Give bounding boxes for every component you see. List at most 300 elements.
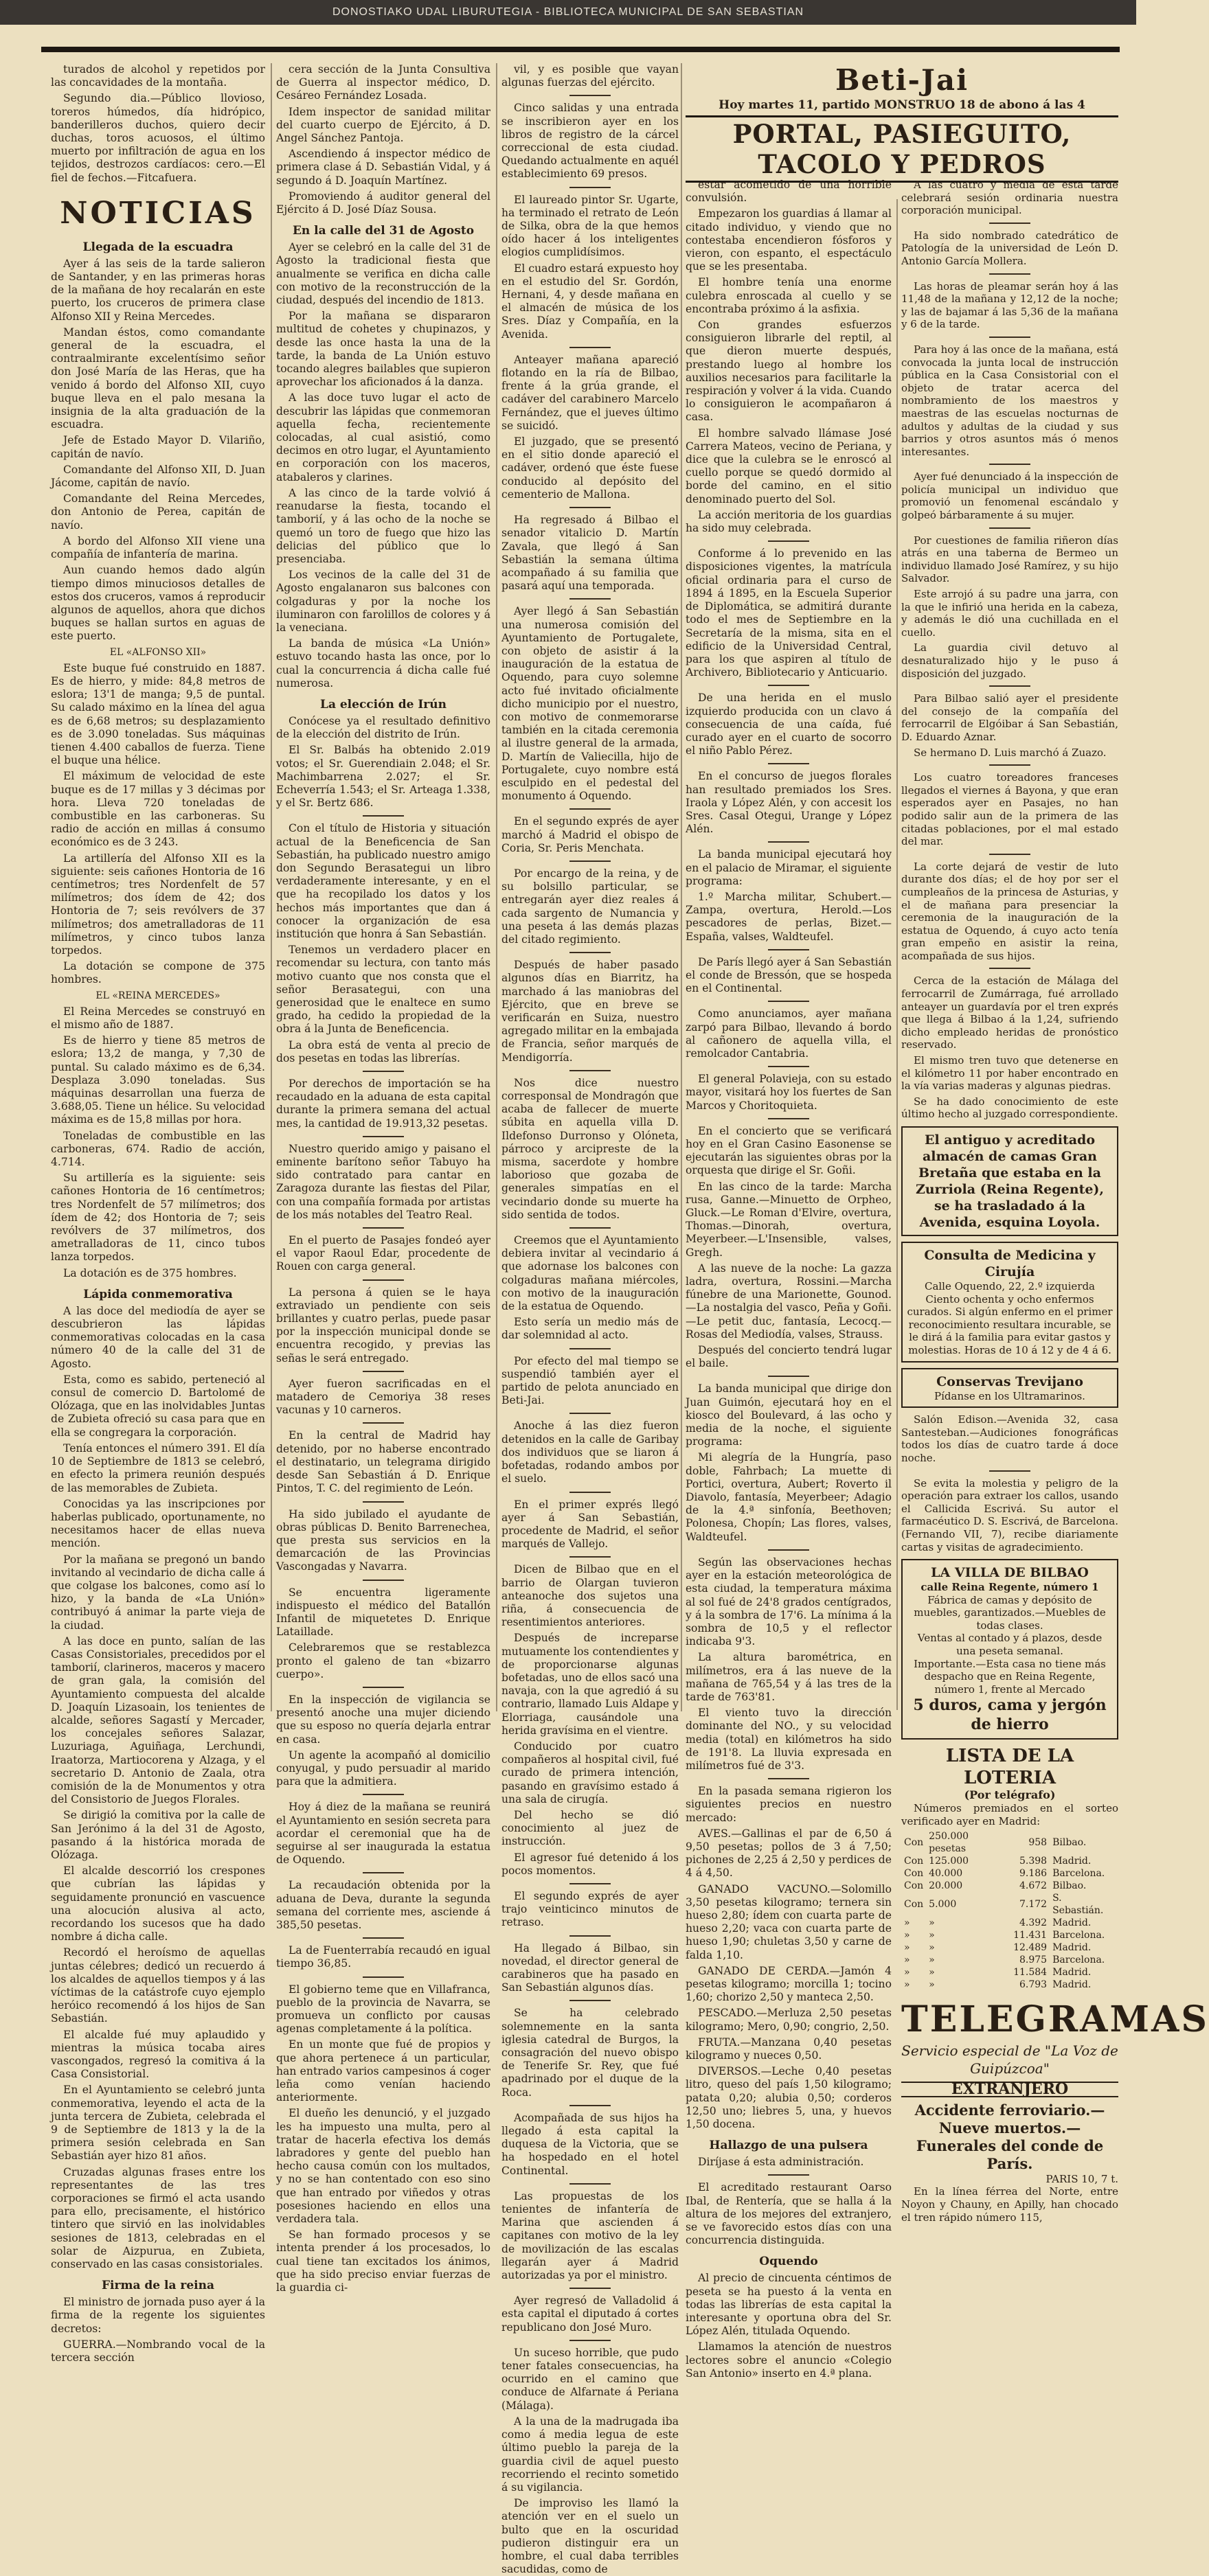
paragraph: Según las observaciones hechas ayer en la estación meteorológica de esta ciudad, la temperatura máxima al sol fué de 24'8 grados centígrados, y á la sombra de 17'6. La mínima á la sombra de 10,5 y el reflector indicaba 9'3. [686, 1555, 892, 1648]
ad-heading: Conservas Trevijano [936, 1374, 1083, 1389]
paragraph: Cruzadas algunas frases entre los representantes de las tres corporaciones se firmó el acta usando para ello, precisamente, el histórico tintero que sirvió en las inolvidables sesiones de 1813, celebradas en el solar de Aizpurua, en Zubieta, conservado en las casas consistoriales. [51, 2165, 265, 2271]
paragraph: turados de alcohol y repetidos por las concavidades de la montaña. [51, 63, 265, 89]
divider [768, 841, 809, 843]
article-title: Oquendo [759, 2255, 818, 2269]
paragraph: El dueño les denunció, y el juzgado les ha impuesto una multa, pero al tratar de hacerla efectiva los demás labradores y gente del pueblo han hecho causa común con los multados, y no se han contentado con eso sino que han entrado por viñedos y otras posesiones haciendo en ellos una verdadera tala. [276, 2107, 490, 2226]
column-2 [276, 63, 490, 2294]
paragraph: Celebraremos que se restablezca pronto el galeno de tan «bizarro cuerpo». [276, 1641, 490, 1680]
lottery-cell-pre: Con [904, 1899, 924, 1911]
paragraph: Toneladas de combustible en las carboneras, 674. Radio de acción, 4.714. [51, 1129, 265, 1169]
divider [569, 1883, 611, 1884]
paragraph: Las propuestas de los tenientes de infantería de Marina que ascienden á capitanes con motivo de la ley de movilización de las escalas llegarán ayer á Madrid autorizadas ya por el ministro. [501, 2189, 679, 2282]
paragraph: Cerca de la estación de Málaga del ferrocarril de Zumárraga, fué arrollado anteayer un guardavía por el tren exprés que llega á Bilbao á la 1,24, sufriendo dicho empleado heridas de pronóstico reservado. [901, 974, 1118, 1051]
paragraph: Idem inspector de sanidad militar del cuarto cuerpo de Ejército, á D. Angel Sánchez Pantoja. [276, 105, 490, 145]
paragraph: Este buque fué construido en 1887. Es de hierro, y mide: 84,8 metros de eslora; 13'1 de manga; 9,5 de puntal. Su calado máximo en la línea del agua es de 6,68 metros; su desplazamiento es de 3.090 toneladas. Sus máquinas tienen 4.400 caballos de fuerza. Tiene el buque una hélice. [51, 661, 265, 767]
library-banner: DONOSTIAKO UDAL LIBURUTEGIA - BIBLIOTECA MUNICIPAL DE SAN SEBASTIAN [0, 0, 1136, 25]
paragraph: Este arrojó á su padre una jarra, con la que le infirió una herida en la cabeza, y además le dió una cuchillada en el cuello. [901, 588, 1118, 639]
ad-text: Importante.—Esta casa no tiene más despacho que en Reina Regente, número 1, frente al Mercado [914, 1657, 1106, 1696]
divider [768, 685, 809, 686]
paragraph: El segundo exprés de ayer trajo veinticinco minutos de retraso. [501, 1889, 679, 1929]
paragraph: Comandante del Alfonso XII, D. Juan Jácome, capitán de navío. [51, 463, 265, 490]
divider [569, 1556, 611, 1558]
paragraph: Por efecto del mal tiempo se suspendió también ayer el partido de pelota anunciado en Beti-Jai. [501, 1354, 679, 1407]
divider [989, 527, 1030, 529]
column-1 [51, 63, 265, 2364]
paragraph: El gobierno teme que en Villafranca, pueblo de la provincia de Navarra, se promueva un conflicto por causas agenas completamente á la política. [276, 1983, 490, 2036]
paragraph: Con el título de Historia y situación actual de la Beneficencia de San Sebastián, ha publicado nuestro amigo don Segundo Berasategui un libro verdaderamente interesante, y en el que ha recopilado los datos y los hechos más importantes que dan á conocer la organización de esa institución que honra á San Sebastián. [276, 822, 490, 940]
divider [363, 1937, 404, 1939]
column-3 [501, 63, 679, 2576]
paragraph: Hoy á diez de la mañana se reunirá el Ayuntamiento en sesión secreta para acordar el ceremonial que ha de seguirse al ser inaugurada la estatua de Oquendo. [276, 1801, 490, 1867]
paragraph: En el concierto que se verificará hoy en el Gran Casino Easonense se ejecutarán las siguientes obras por la orquesta que dirige el Sr. Goñi. [686, 1124, 892, 1177]
article-title: La elección de Irún [319, 697, 447, 711]
divider [768, 1118, 809, 1119]
lottery-cell-num: 12.489 [1013, 1942, 1048, 1954]
divider [363, 815, 404, 817]
divider [569, 1492, 611, 1493]
paragraph: El alcalde fué muy aplaudido y mientras la música tocaba aires vascongados, regresó la comitiva á la Casa Consistorial. [51, 2028, 265, 2081]
paragraph: Tenía entonces el número 391. El día 10 de Septiembre de 1813 se celebró, en efecto la primera reunión después de las memorables de Zubieta. [51, 1441, 265, 1494]
paragraph: Por la mañana se dispararon multitud de cohetes y chupinazos, y desde las once hasta la una de la tarde, la banda de La Unión estuvo tocando alegres bailables que supieron aprovechar los aficionados á la danza. [276, 310, 490, 389]
paragraph: La altura barométrica, en milímetros, era á las nueve de la mañana de 765,54 y á las tres de la tarde de 763'81. [686, 1651, 892, 1703]
column-separator [681, 63, 682, 1711]
lottery-cell-place: Barcelona. [1052, 1930, 1105, 1941]
ad-text: Ventas al contado y á plazos, desde una peseta semanal. [917, 1632, 1103, 1658]
paragraph: Por derechos de importación se ha recaudado en la aduana de esta capital durante la primera semana del actual mes, la cantidad de 19.913,32 pesetas. [276, 1078, 490, 1130]
lottery-row [901, 1979, 1118, 1991]
lottery-cell-pre: » [904, 1917, 910, 1929]
ad-conservas-trevijano [901, 1368, 1118, 1409]
paragraph: La dotación se compone de 375 hombres. [51, 960, 265, 986]
paragraph: En el primer exprés llegó ayer á San Sebastián, procedente de Madrid, el señor marqués de Vallejo. [501, 1498, 679, 1551]
paragraph: 1.º Marcha militar, Schubert.—Zampa, overtura, Herold.—Los pescadores de perlas, Bizet.—España, valses, Waldteufel. [686, 890, 892, 943]
paragraph: En el puerto de Pasajes fondeó ayer el vapor Raoul Edar, procedente de Rouen con carga general. [276, 1234, 490, 1273]
paragraph: Su artillería es la siguiente: seis cañones Hontoria de 16 centímetros; tres Nordenfelt de 57 milímetros; dos ídem de 42; dos Hontoria de 7; seis revólvers de 37 milímetros, dos ametralladoras de 11, cinco tubos lanza torpedos. [51, 1172, 265, 1264]
divider [569, 2000, 611, 2001]
paragraph: En un monte que fué de propios y que ahora pertenece á un particular, han entrado varios campesinos á coger leña como venían haciendo anteriormente. [276, 2038, 490, 2104]
divider [989, 764, 1030, 766]
divider [768, 540, 809, 542]
lottery-cell-num: 7.172 [1019, 1899, 1048, 1911]
paragraph: De improviso les llamó la atención ver en el suelo un bulto que en la oscuridad pudieron distinguir era un hombre, el cual daba terribles sacudidas, como de [501, 2497, 679, 2576]
paragraph: La obra está de venta al precio de dos pesetas en todas las librerías. [276, 1038, 490, 1064]
paragraph: Como anunciamos, ayer mañana zarpó para Bilbao, llevando á bordo al cañonero de aquella villa, el remolcador Cantabria. [686, 1007, 892, 1060]
beti-jai-date: Hoy martes 11, partido MONSTRUO 18 de abono á las 4 [719, 98, 1085, 112]
divider [989, 685, 1030, 687]
paragraph: Anteayer mañana apareció flotando en la ría de Bilbao, frente á la grúa grande, el cadáver del carabinero Marcelo Fernández, que el jueves último se suicidó. [501, 353, 679, 432]
lottery-cell-pre: » [904, 1979, 910, 1991]
paragraph: A las doce del mediodía de ayer se descubrieron las lápidas conmemorativas colocadas en la casa número 40 de la calle del 31 de Agosto. [51, 1304, 265, 1370]
paragraph: Después del concierto tendrá lugar el baile. [686, 1344, 892, 1370]
paragraph: El alcalde descorrió los crespones que cubrían las lápidas y seguidamente pronunció en vascuence una alocución alusiva al acto, recordando los sucesos que ha dado nombre á dicha calle. [51, 1865, 265, 1944]
divider [569, 808, 611, 810]
paragraph: El laureado pintor Sr. Ugarte, ha terminado el retrato de León de Silka, obra de la que hemos oído hacer á los inteligentes elogios cumplidísimos. [501, 193, 679, 259]
divider [569, 1935, 611, 1937]
paragraph: La banda municipal ejecutará hoy en el palacio de Miramar, el siguiente programa: [686, 848, 892, 887]
lottery-row [901, 1880, 1118, 1892]
ad-text: Pídanse en los Ultramarinos. [934, 1389, 1085, 1402]
paragraph: La corte dejará de vestir de luto durante dos días; el de hoy por ser el cumpleaños de la princesa de Asturias, y el de mañana para presenciar la ceremonia de la inauguración de la estatua de Oquendo, á cuyo acto tenía gran empeño en asistir la reina, acompañada de sus hijos. [901, 860, 1118, 962]
lottery-cell-pre: » [904, 1967, 910, 1979]
paragraph: Tenemos un verdadero placer en recomendar su lectura, con tanto más motivo cuanto que nos consta que el señor Berasategui, con una generosidad que le enaltece en sumo grado, ha cedido la propiedad de la obra á la Junta de Beneficencia. [276, 944, 490, 1036]
lottery-cell-place: Bilbao. [1052, 1837, 1087, 1849]
ad-text: Fábrica de camas y depósito de muebles, garantizados.—Muebles de todas clases. [914, 1593, 1106, 1632]
paragraph: Nuestro querido amigo y paisano el eminente barítono señor Tabuyo ha sido contratado para cantar en Zaragoza durante las fiestas del Pilar, con una compañía formada por artistas de los más notables del Teatro Real. [276, 1142, 490, 1221]
paragraph: La guardia civil detuvo al desnaturalizado hijo y le puso á disposición del juzgado. [901, 641, 1118, 680]
paragraph: En las cinco de la tarde: Marcha rusa, Ganne.—Minuetto de Orpheo, Gluck.—Le Roman d'Elvire, overtura, Thomas.—Dinorah, overtura, Meyerbeer.—L'Insensible, valses, Gregh. [686, 1180, 892, 1259]
paragraph: GANADO DE CERDA.—Jamón 4 pesetas kilogramo; morcilla 1; tocino 1,60; chorizo 2,50 y manteca 2,50. [686, 1964, 892, 2004]
paragraph: Por cuestiones de familia riñeron días atrás en una taberna de Bermeo un individuo llamado José Ramírez, y su hijo Salvador. [901, 534, 1118, 585]
paragraph: Para Bilbao salió ayer el presidente del consejo de la compañía del ferrocarril de Elgóibar á San Sebastián, D. Eduardo Aznar. [901, 692, 1118, 743]
divider [363, 1136, 404, 1137]
paragraph: Cinco salidas y una entrada se inscribieron ayer en los libros de registro de la cárcel correccional de esta ciudad. Quedando actualmente en aquél establecimiento 69 presos. [501, 102, 679, 181]
beti-jai-title: Beti-Jai [835, 63, 969, 97]
news-headline: Accidente ferroviario.— Nueve muertos.—Funerales del conde de París. [914, 2101, 1105, 2172]
divider [768, 763, 809, 764]
divider [569, 187, 611, 188]
paragraph: Se ha celebrado solemnemente en la santa iglesia catedral de Burgos, la consagración del nuevo obispo de Tenerife Sr. Rey, que fué apadrinado por el duque de la Roca. [501, 2007, 679, 2099]
divider [363, 1279, 404, 1281]
article-title: Hallazgo de una pulsera [709, 2139, 868, 2153]
paragraph: La de Fuenterrabía recaudó en igual tiempo 36,85. [276, 1944, 490, 1970]
paragraph: Dicen de Bilbao que en el barrio de Olargan tuvieron anteanoche dos sujetos una riña, á consecuencia de resentimientos anteriores. [501, 1563, 679, 1629]
ad-text: El antiguo y acreditado almacén de camas Gran Bretaña que estaba en la Zurriola (Reina Regente), se ha trasladado á la Avenida, esquina Loyola. [915, 1132, 1105, 1230]
paragraph: La banda municipal que dirige don Juan Guimón, ejecutará hoy en el kiosco del Boulevard, á las ocho y media de la noche, el siguiente programa: [686, 1382, 892, 1448]
paragraph: De París llegó ayer á San Sebastián el conde de Bressón, que se hospeda en el Continental. [686, 955, 892, 995]
divider [989, 968, 1030, 969]
paragraph: Después de haber pasado algunos días en Biarritz, ha marchado á las maniobras del Ejército, que en breve se verificarán en Suiza, nuestro agregado militar en la embajada de Francia, señor marqués de Mendigorría. [501, 959, 679, 1064]
lottery-cell-num: 9.186 [1019, 1868, 1048, 1880]
divider [768, 1376, 809, 1377]
divider [569, 347, 611, 348]
divider [363, 1687, 404, 1688]
paragraph: El Sr. Balbás ha obtenido 2.019 votos; el Sr. Guerendiain 2.048; el Sr. Machimbarrena 2.027; el Sr. Echeverría 1.543; el Sr. Arteaga 1.338, y el Sr. Bertz 686. [276, 744, 490, 810]
lottery-cell-place: Madrid. [1052, 1979, 1092, 1991]
lottery-cell-amount: » [929, 1942, 935, 1954]
ad-text: Ciento ochenta y ocho enfermos curados. Si algún enfermo en el primer reconocimiento resultara incurable, se le dirá á la familia para evitar gastos y molestias. Horas de 10 á 12 y de 4 á 6. [907, 1292, 1113, 1356]
paragraph: Ayer fué denunciado á la inspección de policía municipal un individuo que promovió un fenomenal escándalo y golpeó bárbaramente á su mujer. [901, 470, 1118, 522]
paragraph: Ha regresado á Bilbao el senador vitalicio D. Martín Zavala, que llegó á San Sebastián la semana última acompañado á su familia que pasará aquí una temporada. [501, 514, 679, 593]
divider [569, 2288, 611, 2289]
paragraph: La recaudación obtenida por la aduana de Deva, durante la segunda semana del corriente mes, asciende á 385,50 pesetas. [276, 1879, 490, 1931]
lottery-row [901, 1867, 1118, 1880]
divider [768, 1778, 809, 1779]
beti-jai-announcement [686, 63, 1118, 183]
paragraph: GANADO VACUNO.—Solomillo 3,50 pesetas kilogramo; ternera sin hueso 2,80; ídem con cuarta parte de hueso 2,20; vaca con cuarta parte de hueso 1,90; chuletas 3,50 y carne de falda 1,10. [686, 1882, 892, 1961]
paragraph: Mi alegría de la Hungría, paso doble, Fahrbach; La muette di Portici, overtura, Aubert; Roverto il Diavolo, fantasía, Meyerbeer; Adagio de la 4.ª sinfonía, Beethoven; Polonesa, Chopín; Las flores, valses, Waldteufel. [686, 1451, 892, 1543]
paragraph: A las doce tuvo lugar el acto de descubrir las lápidas que conmemoran aquella fecha, recientemente colocadas, al cual asistió, como decimos en otro lugar, el Ayuntamiento en corporación con los maceros, atabaleros y clarines. [276, 391, 490, 483]
paragraph: Del hecho se dió conocimiento al juez de instrucción. [501, 1808, 679, 1848]
paragraph: Mandan éstos, como comandante general de la escuadra, el contraalmirante excelentísimo señor don José María de las Heras, que ha venido á bordo del Alfonso XII, cuyo buque lleva en el palo mesana la insignia de la alta graduación de la escuadra. [51, 326, 265, 431]
paragraph: De una herida en el muslo izquierdo producida con un clavo á consecuencia de una caída, fué curado ayer en el cuarto de socorro el niño Pablo Pérez. [686, 692, 892, 757]
column-separator [496, 63, 497, 1711]
paragraph: Por la mañana se pregonó un bando invitando al vecindario de dicha calle á que colgase los balcones, como así lo hizo, y la banda de «La Unión» contribuyó á animar la parte vieja de la ciudad. [51, 1553, 265, 1632]
paragraph: Las horas de pleamar serán hoy á las 11,48 de la mañana y 12,12 de la noche; y las de bajamar á las 5,36 de la mañana y 6 de la tarde. [901, 280, 1118, 331]
lottery-row [901, 1941, 1118, 1954]
divider [569, 952, 611, 953]
paragraph: Salón Edison.—Avenida 32, casa Santesteban.—Audiciones fonográficas todos los días de cuatro tarde á doce noche. [901, 1413, 1118, 1464]
divider [569, 2105, 611, 2106]
paragraph: El ministro de jornada puso ayer á la firma de la regente los siguientes decretos: [51, 2296, 265, 2335]
paragraph: Ayer se celebró en la calle del 31 de Agosto la tradicional fiesta que anualmente se verifica en dicha calle con motivo de la reconstrucción de la ciudad, después del incendio de 1813. [276, 241, 490, 307]
lottery-row [901, 1892, 1118, 1917]
masthead-rule [41, 47, 1120, 52]
lottery-cell-amount: » [929, 1967, 935, 1979]
paragraph: Conócese ya el resultado definitivo de la elección del distrito de Irún. [276, 714, 490, 741]
section-title-noticias: NOTICIAS [60, 195, 256, 231]
paragraph: Ha sido nombrado catedrático de Patología de la universidad de León D. Antonio García Mollera. [901, 229, 1118, 267]
ad-address: Calle Oquendo, 22, 2.º izquierda [924, 1280, 1096, 1292]
paragraph: Un agente la acompañó al domicilio conyugal, y pudo persuadir al marido para que la admitiera. [276, 1748, 490, 1788]
lottery-cell-pre: » [904, 1954, 910, 1966]
lottery-row [901, 1917, 1118, 1929]
divider [768, 2174, 809, 2176]
divider [989, 337, 1030, 338]
lottery-cell-pre: » [904, 1930, 910, 1941]
ad-heading: Consulta de Medicina y Cirujía [924, 1248, 1096, 1279]
lottery-cell-num: 5.398 [1019, 1856, 1048, 1867]
lottery-cell-pre: Con [904, 1837, 924, 1849]
lottery-row [901, 1966, 1118, 1979]
lottery-cell-amount: » [929, 1979, 935, 1991]
col1-intro [51, 63, 265, 185]
paragraph: Esto sería un medio más de dar solemnidad al acto. [501, 1316, 679, 1342]
divider [768, 1001, 809, 1002]
divider [768, 949, 809, 950]
paragraph: El juzgado, que se presentó en el sitio donde apareció el cadáver, ordenó que éste fuese conducido al depósito del cementerio de Mallona. [501, 435, 679, 501]
divider [569, 507, 611, 508]
paragraph: Por encargo de la reina, y de su bolsillo particular, se entregarán ayer diez reales á cada sargento de Numancia y una peseta á las demás plazas del citado regimiento. [501, 867, 679, 946]
paragraph: A las cuatro y media de esta tarde celebrará sesión ordinaria nuestra corporación municipal. [901, 179, 1118, 217]
paragraph: En la central de Madrid hay detenido, por no haberse encontrado el destinatario, un telegrama dirigido desde San Sebastián á D. Enrique Pintos, T. C. del regimiento de León. [276, 1429, 490, 1495]
article-title: Llegada de la escuadra [82, 240, 234, 254]
lottery-title: LISTA DE LA LOTERIA [945, 1746, 1074, 1789]
paragraph: FRUTA.—Manzana 0,40 pesetas kilogramo y nueces 0,50. [686, 2036, 892, 2062]
lottery-cell-pre: Con [904, 1880, 924, 1892]
lottery-cell-pre: Con [904, 1868, 924, 1880]
lottery-cell-place: Madrid. [1052, 1856, 1092, 1867]
paragraph: En el segundo exprés de ayer marchó á Madrid el obispo de Coria, Sr. Peris Menchata. [501, 815, 679, 854]
paragraph: cera sección de la Junta Consultiva de Guerra al inspector médico, D. Cesáreo Fernández Losada. [276, 63, 490, 102]
paragraph: AVES.—Gallinas el par de 6,50 á 9,50 pesetas; pollos de 3 á 7,50; pichones de 2,25 á 2,50 y perdices de 4 á 4,50. [686, 1827, 892, 1880]
paragraph: En el Ayuntamiento se celebró junta conmemorativa, leyendo el acta de la junta tercera de Zubieta, celebrada el 9 de Septiembre de 1813 y la de la primera sesión celebrada en San Sebastián ayer hizo 81 años. [51, 2084, 265, 2163]
divider [569, 1227, 611, 1229]
dateline: PARIS 10, 7 t. [1046, 2172, 1118, 2185]
divider [569, 1413, 611, 1414]
paragraph: La acción meritoria de los guardias ha sido muy celebrada. [686, 508, 892, 535]
paragraph: Recordó el heroísmo de aquellas juntas célebres; dedicó un recuerdo á los alcaldes de aquellos tiempos y á las víctimas de la catástrofe cuyo ejemplo heróico recomendó á los hijos de San Sebastián. [51, 1946, 265, 2025]
lottery-cell-amount: 40.000 [929, 1868, 963, 1880]
lottery-cell-amount: 125.000 [929, 1856, 969, 1867]
subheading: EL «REINA MERCEDES» [95, 990, 221, 1001]
ad-villa-de-bilbao [901, 1559, 1118, 1740]
divider [363, 1872, 404, 1873]
paragraph: El máximum de velocidad de este buque es de 17 millas y 3 décimas por hora. Lleva 720 toneladas de combustible en las carboneras. Su radio de acción en millas á consumo económico es de 3 243. [51, 770, 265, 849]
divider [989, 273, 1030, 275]
paragraph: En el concurso de juegos florales han resultado premiados los Sres. Iraola y López Alén, y con accesit los Sres. Casal Otegui, Urange y López Alén. [686, 770, 892, 836]
paragraph: Se encuentra ligeramente indispuesto el médico del Batallón Infantil de miquetetes D. Enrique Lataillade. [276, 1586, 490, 1639]
paragraph: Ayer fueron sacrificadas en el matadero de Cemoriya 38 reses vacunas y 10 carneros. [276, 1377, 490, 1417]
column-separator [896, 199, 898, 1710]
paragraph: Creemos que el Ayuntamiento debiera invitar al vecindario á que adornase los balcones con colgaduras mañana miércoles, con motivo de la inauguración de la estatua de Oquendo. [501, 1234, 679, 1313]
lottery-cell-place: Madrid. [1052, 1942, 1092, 1954]
subheading: EL «ALFONSO XII» [109, 646, 207, 658]
paragraph: Se hermano D. Luis marchó á Zuazo. [914, 746, 1107, 759]
lottery-cell-pre: » [904, 1942, 910, 1954]
paragraph: Para hoy á las once de la mañana, está convocada la junta local de instrucción pública en la Casa Consistorial con el objeto de tratar acerca del nombramiento de los maestros y maestras de las escuelas nocturnas de adultos y adultas de la ciudad y sus barrios y otros asuntos más ó menos interesantes. [901, 343, 1118, 458]
paragraph: El agresor fué detenido á los pocos momentos. [501, 1851, 679, 1877]
article-title: En la calle del 31 de Agosto [292, 224, 475, 238]
lottery-row [901, 1929, 1118, 1941]
lottery-cell-num: 11.584 [1013, 1967, 1048, 1979]
article-title: Firma de la reina [101, 2279, 215, 2293]
column-4 [686, 179, 892, 2380]
lottery-row [901, 1855, 1118, 1867]
lottery-cell-amount: » [929, 1930, 935, 1941]
divider [363, 1501, 404, 1503]
ad-gran-bretana [901, 1126, 1118, 1236]
paragraph: Comandante del Reina Mercedes, don Antonio de Perea, capitán de navío. [51, 492, 265, 532]
lottery-cell-num: 4.672 [1019, 1880, 1048, 1892]
paragraph: Aun cuando hemos dado algún tiempo dimos minuciosos detalles de estos dos cruceros, vamos á reproducir algunos de aquellos, ahora que dichos buques se hallan surtos en aguas de este puerto. [51, 564, 265, 643]
divider [989, 223, 1030, 224]
extranjero-heading: EXTRANJERO [901, 2082, 1118, 2097]
divider [768, 1066, 809, 1067]
paragraph: El hombre salvado llámase José Carrera Mateos, vecino de Periana, y dice que la culebra se le enroscó al cuello porque se quedó dormido al borde del camino, en el sitio denominado puerto del Sol. [686, 426, 892, 505]
paragraph: A las doce en punto, salían de las Casas Consistoriales, precedidos por el tamborií, clarineros, maceros y macero de gran gala, la comisión del Ayuntamiento compuesta del alcalde D. Joaquín Lizasoain, los tenientes de alcalde, señores Sagastí y Mercader, los concejales señores Salazar, Luzuriaga, Aguiñaga, Lerchundi, Iraatorza, Martiocorena y Alzaga, y el secretario D. Antonio de Zaala, otra comisión de la de Monumentos y otra del Consistorio de Juegos Florales. [51, 1634, 265, 1806]
paragraph: Segundo dia.—Público llovioso, toreros húmedos, día hidrópico, banderilleros duchos, quiero decir duchas, toros acuosos, el último muerto por infiltración de agua en los tejidos, destrozos cardíacos: cero.—El fiel de fechos.—Fitcafuera. [51, 92, 265, 184]
paragraph: estar acometido de una horrible convulsión. [686, 179, 892, 205]
paragraph: En la línea férrea del Norte, entre Noyon y Chauny, en Apilly, han chocado el tren rápido número 115, [901, 2185, 1118, 2224]
paragraph: Se dirigió la comitiva por la calle de San Jerónimo á la del 31 de Agosto, pasando á la histórica morada de Olózaga. [51, 1809, 265, 1861]
lottery-table [901, 1830, 1118, 1991]
paragraph: Llamamos la atención de nuestros lectores sobre el anuncio «Colegio San Antonio» inserto en 4.ª plana. [686, 2340, 892, 2380]
paragraph: La artillería del Alfonso XII es la siguiente: seis cañones Hontoria de 16 centímetros; tres Nordenfelt de 57 milímetros; dos ídem de 42; dos Hontoria de 7; seis revólvers de 37 milímetros; dos ametralladoras de 11 milímetros, y cinco tubos lanza torpedos. [51, 852, 265, 957]
paragraph: Jefe de Estado Mayor D. Vilariño, capitán de navío. [51, 434, 265, 460]
paragraph: La banda de música «La Unión» estuvo tocando hasta las once, por lo cual la concurrencia á dicha calle fué numerosa. [276, 637, 490, 689]
lottery-cell-pre: Con [904, 1856, 924, 1867]
lottery-cell-place: Bilbao. [1052, 1880, 1087, 1892]
divider [363, 1227, 404, 1229]
ad-address: calle Reina Regente, número 1 [920, 1581, 1099, 1594]
divider [569, 95, 611, 96]
paragraph: Los cuatro toreadores franceses llegados el viernes á Bayona, y que eran esperados ayer en Pasajes, no han podido salir aun de la primera de las citadas poblaciones, por el mal estado del mar. [901, 771, 1118, 848]
column-separator [271, 63, 272, 1711]
paragraph: El acreditado restaurant Oarso Ibal, de Rentería, que se halla á la altura de los mejores del extranjero, se ve favorecido estos días con una concurrencia distinguida. [686, 2181, 892, 2247]
paragraph: Acompañada de sus hijos ha llegado á esta capital la duquesa de la Victoria, que se ha hospedado en el hotel Continental. [501, 2111, 679, 2177]
paragraph: La persona á quien se le haya extraviado un pendiente con seis brillantes y cuatro perlas, puede pasar por la inspección municipal donde se encuentra recogido, y previas las señas le será entregado. [276, 1286, 490, 1365]
paragraph: Se han formado procesos y se intenta prender á los procesados, lo cual tiene tan excitados los ánimos, que ha sido preciso enviar fuerzas de la guardia ci- [276, 2229, 490, 2294]
divider [569, 1070, 611, 1071]
paragraph: Ascendiendo á inspector médico de primera clase á D. Sebastián Vidal, y á segundo á D. Joaquín Martínez. [276, 148, 490, 187]
divider [363, 1071, 404, 1072]
beti-jai-players: PORTAL, PASIEGUITO, TACOLO Y PEDROS [686, 115, 1118, 183]
telegramas-title: TELEGRAMAS [901, 1998, 1209, 2041]
paragraph: Números premiados en el sorteo verificado ayer en Madrid: [901, 1802, 1118, 1827]
divider [363, 1422, 404, 1424]
paragraph: El cuadro estará expuesto hoy en el estudio del Sr. Gordón, Hernani, 4, y desde mañana en el almacén de música de los Sres. Díaz y Compañía, en la Avenida. [501, 262, 679, 341]
paragraph: PESCADO.—Merluza 2,50 pesetas kilogramo; Mero, 0,90; congrio, 2,50. [686, 2007, 892, 2033]
divider [569, 598, 611, 600]
paragraph: Se evita la molestia y peligro de la operación para extraer los callos, usando el Callicida Escrivá. Su autor el farmacéutico D. S. Escrivá, de Barcelona. (Fernando VII, 7), recibe diariamente cartas y visitas de agradecimiento. [901, 1477, 1118, 1553]
divider [989, 464, 1030, 465]
paragraph: Anoche á las diez fueron detenidos en la calle de Garibay dos individuos que se liaron á bofetadas, rodando ambos por el suelo. [501, 1420, 679, 1485]
lottery-cell-place: S. Sebastián. [1052, 1893, 1104, 1917]
paragraph: A las nueve de la noche: La gazza ladra, overtura, Rossini.—Marcha fúnebre de una Marionette, Gounod.—La nostalgia del vasco, Peña y Goñi.—Le petit duc, fantasía, Lecocq.—Rosas del Mediodía, valses, Strauss. [686, 1262, 892, 1341]
paragraph: Se ha dado conocimiento de este último hecho al juzgado correspondiente. [901, 1095, 1118, 1121]
lottery-row [901, 1830, 1118, 1855]
divider [363, 1794, 404, 1795]
lottery-cell-place: Barcelona. [1052, 1868, 1105, 1880]
lottery-cell-amount: » [929, 1954, 935, 1966]
paragraph: Ayer regresó de Valladolid á esta capital el diputado á cortes republicano don José Muro. [501, 2294, 679, 2334]
lottery-cell-amount: » [929, 1917, 935, 1929]
paragraph: El Reina Mercedes se construyó en el mismo año de 1887. [51, 1005, 265, 1031]
paragraph: El hombre tenía una enorme culebra enroscada al cuello y se encontraba próximo á la asfixia. [686, 276, 892, 315]
divider [569, 2183, 611, 2185]
divider [989, 854, 1030, 855]
ad-price: 5 duros, cama y jergón de hierro [913, 1696, 1107, 1734]
paragraph: Ayer á las seis de la tarde salieron de Santander, y en las primeras horas de la mañana de hoy recalarán en este puerto, los cruceros de primera clase Alfonso XII y Reina Mercedes. [51, 257, 265, 323]
paragraph: Esta, como es sabido, perteneció al consul de comercio D. Bartolomé de Olózaga, que en las inolvidables Juntas de Zubieta ofreció su casa para que en ella se congregara la corporación. [51, 1373, 265, 1439]
paragraph: Después de increparse mutuamente los contendientes y de proporcionarse algunas bofetadas, uno de ellos sacó una navaja, con la que agredió á su contrario, llamado Luis Aldape y Elorriaga, causándole una herida gravísima en el vientre. [501, 1632, 679, 1737]
lottery-cell-num: 4.392 [1019, 1917, 1048, 1929]
paragraph: En la pasada semana rigieron los siguientes precios en nuestro mercado: [686, 1785, 892, 1824]
divider [569, 1348, 611, 1349]
lottery-row [901, 1954, 1118, 1966]
lottery-cell-amount: 5.000 [929, 1899, 957, 1911]
paragraph: Ha llegado á Bilbao, sin novedad, el director general de carabineros que ha pasado en San Sebastián algunos días. [501, 1941, 679, 1994]
lottery-cell-amount: 20.000 [929, 1880, 963, 1892]
paragraph: A las cinco de la tarde volvió á reanudarse la fiesta, tocando el tamborií, y á las ocho de la noche se quemó un toro de fuego que hizo las delicias del público que lo presenciaba. [276, 486, 490, 565]
paragraph: Los vecinos de la calle del 31 de Agosto engalanaron sus balcones con colgaduras y por la noche los iluminaron con farolillos de colores y á la veneciana. [276, 569, 490, 634]
lottery-cell-place: Madrid. [1052, 1967, 1092, 1979]
ad-consulta-medicina [901, 1242, 1118, 1363]
lottery-cell-num: 958 [1028, 1837, 1048, 1849]
lottery-cell-place: Madrid. [1052, 1917, 1092, 1929]
divider [768, 1549, 809, 1551]
article-body [51, 258, 265, 643]
paragraph: Conocidas ya las inscripciones por haberlas publicado, oportunamente, no necesitamos hacer de ellas nueva mención. [51, 1497, 265, 1550]
lottery-cell-amount: 250.000 pesetas [929, 1831, 969, 1855]
paragraph: Conducido por cuatro compañeros al hospital civil, fué curado de primera intención, pasando en gravísimo estado á una sala de cirugía. [501, 1740, 679, 1805]
paragraph: Ayer llegó á San Sebastián una numerosa comisión del Ayuntamiento de Portugalete, con objeto de asistir á la inauguración de la estatua de Oquendo, para cuyo solemne acto fué invitado oficialmente dicho municipio por el nuestro, con motivo de conmemorarse también en la citada ceremonia al ilustre general de la armada, D. Martín de Valiecilla, hijo de Portugalete, cuyo nombre está esculpido en el pedestal del monumento á Oquendo. [501, 605, 679, 803]
divider [569, 2340, 611, 2341]
divider [363, 1976, 404, 1978]
lottery-cell-num: 8.975 [1019, 1954, 1048, 1966]
lottery-cell-place: Barcelona. [1052, 1954, 1105, 1966]
paragraph: Es de hierro y tiene 85 metros de eslora; 13,2 de manga, y 7,30 de puntal. Su calado máximo es de 6,34. Desplaza 3.090 toneladas. Sus máquinas desarrollan una fuerza de 3.688,05. Tiene un hélice. Su velocidad máxima es de 15,8 millas por hora. [51, 1034, 265, 1126]
paragraph: GUERRA.—Nombrando vocal de la tercera sección [51, 2338, 265, 2364]
lottery-cell-num: 6.793 [1019, 1979, 1048, 1991]
paragraph: Nos dice nuestro corresponsal de Mondragón que acaba de fallecer de muerte súbita en aquella villa D. Ildefonso Durronso y Olóneta, párroco y arcipreste de la misma, sacerdote y hombre laborioso que gozaba de generales simpatías en el vecindario donde su muerte ha sido sentida de todos. [501, 1076, 679, 1221]
divider [569, 860, 611, 862]
paragraph: Promoviendo á auditor general del Ejército á D. José Díaz Sousa. [276, 190, 490, 216]
article-title: Lápida conmemorativa [83, 1287, 233, 1301]
column-5 [901, 179, 1209, 2224]
paragraph: Diríjase á esta administración. [698, 2156, 864, 2169]
paragraph: Empezaron los guardias á llamar al citado individuo, y viendo que no contestaba encendieron fósforos y vieron, con espanto, el espectáculo que se les presentaba. [686, 207, 892, 273]
paragraph: A bordo del Alfonso XII viene una compañía de infantería de marina. [51, 534, 265, 561]
paragraph: Conforme á lo prevenido en las disposiciones vigentes, la matrícula oficial ordinaria para el curso de 1894 á 1895, en la Escuela Superior de Diplomática, se admitirá durante todo el mes de Septiembre en la Secretaría de la misma, sita en el edificio de la Universidad Central, para los que aspiren al título de Archivero, Bibliotecario y Anticuario. [686, 547, 892, 679]
paragraph: Un suceso horrible, que pudo tener fatales consecuencias, ha ocurrido en el camino que conduce de Alfarnate á Periana (Málaga). [501, 2346, 679, 2412]
telegramas-subtitle: Servicio especial de "La Voz de Guipúzcoa" [901, 2042, 1118, 2077]
ad-heading: LA VILLA DE BILBAO [931, 1565, 1089, 1581]
paragraph: Al precio de cincuenta céntimos de peseta se ha puesto á la venta en todas las librerías de esta capital la interesante y oportuna obra del Sr. López Alén, titulada Oquendo. [686, 2272, 892, 2338]
paragraph: Ha sido jubilado el ayudante de obras públicas D. Benito Barrenechea, que presta sus servicios en la demarcación de las Provincias Vascongadas y Navarra. [276, 1507, 490, 1573]
paragraph: Con grandes esfuerzos consiguieron librarle del reptil, al que dieron muerte después, prestando luego al hombre los auxilios necesarios para facilitarle la respiración y volver á la vida. Cuando lo consiguieron le acompañaron á casa. [686, 319, 892, 424]
divider [989, 1470, 1030, 1472]
